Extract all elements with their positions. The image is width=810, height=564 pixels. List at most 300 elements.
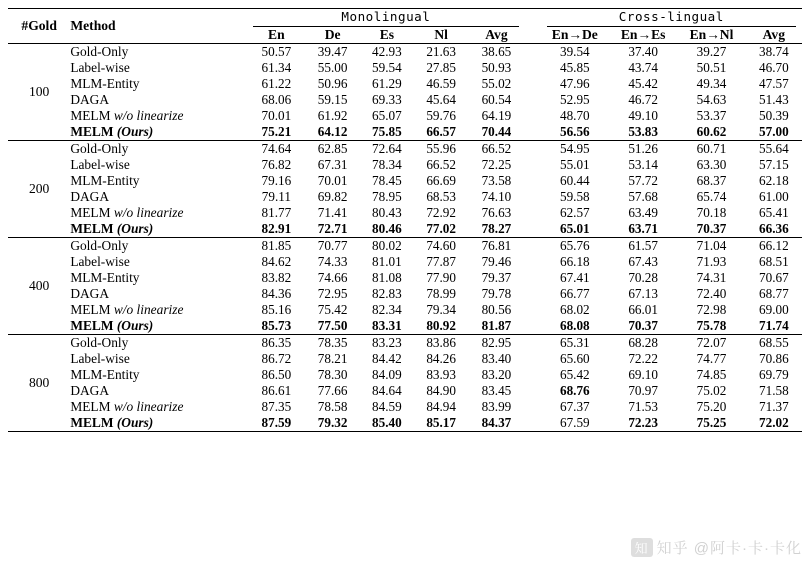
cell-mono-3: 77.87 xyxy=(426,254,456,269)
cell-cross-3: 57.00 xyxy=(759,124,789,139)
method-name-cell xyxy=(70,44,247,61)
cell-cross-3: 66.12 xyxy=(746,238,802,255)
cell-mono-3: 66.57 xyxy=(426,124,456,139)
cell-mono-0: 70.01 xyxy=(261,108,292,123)
cell-mono-0: 50.57 xyxy=(247,44,305,61)
method-name: Label-wise xyxy=(70,60,130,75)
table-row xyxy=(8,141,802,158)
row-spacer xyxy=(525,108,541,124)
cell-mono-4: 76.63 xyxy=(481,205,512,220)
cell-mono-2: 84.09 xyxy=(372,367,402,382)
table-row xyxy=(8,173,802,189)
cell-cross-2: 63.30 xyxy=(696,157,727,172)
cell-cross-2: 72.07 xyxy=(677,335,745,352)
method-name-cell xyxy=(70,286,247,302)
cell-mono-3: 79.34 xyxy=(426,302,456,317)
table-row xyxy=(8,76,802,92)
cell-mono-1: 69.82 xyxy=(317,189,348,204)
method-variant: w/o linearize xyxy=(113,108,184,123)
cell-cross-2: 72.98 xyxy=(696,302,727,317)
cell-mono-0: 86.72 xyxy=(261,351,292,366)
cell-mono-4: 81.87 xyxy=(481,318,512,333)
results-table xyxy=(8,8,802,432)
cell-mono-3: 45.64 xyxy=(426,92,456,107)
watermark-text: 知乎 @阿卡·卡·卡化 xyxy=(656,540,802,557)
cell-mono-0: 87.35 xyxy=(261,399,292,414)
cell-mono-2: 61.29 xyxy=(372,76,402,91)
cell-mono-3: 55.96 xyxy=(414,141,468,158)
cell-mono-2: 75.85 xyxy=(372,124,402,139)
cell-cross-0: 66.77 xyxy=(559,286,590,301)
row-spacer xyxy=(525,399,541,415)
cell-cross-1: 49.10 xyxy=(628,108,658,123)
cell-mono-4: 83.45 xyxy=(481,383,512,398)
cell-cross-3: 57.15 xyxy=(759,157,789,172)
row-spacer xyxy=(525,335,541,352)
cell-mono-4: 38.65 xyxy=(468,44,524,61)
cell-mono-4: 83.99 xyxy=(481,399,512,414)
cell-mono-1: 71.41 xyxy=(317,205,348,220)
cell-cross-1: 67.13 xyxy=(628,286,658,301)
row-spacer xyxy=(525,302,541,318)
cell-cross-0: 68.02 xyxy=(559,302,590,317)
cell-cross-2: 75.25 xyxy=(696,415,727,430)
cell-mono-3: 21.63 xyxy=(414,44,468,61)
row-spacer xyxy=(525,157,541,173)
table-row xyxy=(8,189,802,205)
cell-mono-4: 66.52 xyxy=(468,141,524,158)
cell-cross-1: 70.37 xyxy=(628,318,658,333)
cell-cross-2: 72.40 xyxy=(696,286,727,301)
table-row xyxy=(8,205,802,221)
cell-mono-4: 84.37 xyxy=(481,415,512,430)
method-name: DAGA xyxy=(70,286,109,301)
cell-mono-2: 80.46 xyxy=(372,221,402,236)
cell-cross-0: 59.58 xyxy=(559,189,590,204)
cell-cross-1: 45.42 xyxy=(628,76,658,91)
table-row xyxy=(8,270,802,286)
cell-cross-3: 46.70 xyxy=(759,60,789,75)
header-method: Method xyxy=(70,9,247,44)
cell-mono-3: 84.26 xyxy=(426,351,456,366)
cell-cross-3: 66.36 xyxy=(759,221,789,236)
watermark-logo: 知 xyxy=(631,538,653,557)
cell-mono-2: 81.01 xyxy=(372,254,402,269)
method-name: Gold-Only xyxy=(70,44,129,59)
method-variant: (Ours) xyxy=(116,415,154,430)
table-row xyxy=(8,383,802,399)
method-name: Gold-Only xyxy=(70,141,129,156)
cell-cross-0: 67.41 xyxy=(559,270,590,285)
cell-mono-0: 83.82 xyxy=(261,270,292,285)
cell-mono-2: 84.64 xyxy=(372,383,402,398)
header-group-monolingual xyxy=(247,9,524,28)
cell-cross-0: 54.95 xyxy=(541,141,609,158)
method-name-cell xyxy=(70,124,247,141)
cell-cross-3: 70.67 xyxy=(759,270,789,285)
cell-mono-1: 62.85 xyxy=(305,141,359,158)
method-name-cell xyxy=(70,351,247,367)
cell-cross-0: 68.76 xyxy=(559,383,590,398)
cell-cross-3: 55.64 xyxy=(746,141,802,158)
method-name: MELM xyxy=(70,415,117,430)
cell-mono-0: 85.73 xyxy=(261,318,292,333)
cell-mono-1: 64.12 xyxy=(317,124,348,139)
cell-mono-3: 59.76 xyxy=(426,108,456,123)
cell-cross-1: 70.97 xyxy=(628,383,658,398)
method-name-cell xyxy=(70,318,247,335)
method-name: Gold-Only xyxy=(70,335,129,350)
method-name-cell xyxy=(70,141,247,158)
cell-cross-3: 62.18 xyxy=(759,173,789,188)
cell-cross-0: 65.42 xyxy=(559,367,590,382)
cell-mono-0: 86.50 xyxy=(261,367,292,382)
cell-cross-0: 65.60 xyxy=(559,351,590,366)
cell-mono-1: 70.01 xyxy=(317,173,348,188)
cell-mono-4: 60.54 xyxy=(481,92,512,107)
method-name: MLM-Entity xyxy=(70,76,140,91)
table-row xyxy=(8,124,802,141)
row-spacer xyxy=(525,124,541,141)
table-row xyxy=(8,44,802,61)
method-name: MELM xyxy=(70,399,114,414)
cell-mono-4: 64.19 xyxy=(481,108,512,123)
method-variant: (Ours) xyxy=(116,124,154,139)
cell-mono-2: 82.34 xyxy=(372,302,402,317)
cell-mono-1: 77.66 xyxy=(317,383,348,398)
cell-cross-3: 68.55 xyxy=(746,335,802,352)
method-name-cell xyxy=(70,415,247,432)
cell-mono-1: 75.42 xyxy=(317,302,348,317)
cell-mono-4: 82.95 xyxy=(468,335,524,352)
cell-mono-2: 42.93 xyxy=(360,44,414,61)
method-variant: (Ours) xyxy=(116,221,154,236)
cell-cross-0: 52.95 xyxy=(559,92,590,107)
cell-cross-1: 61.57 xyxy=(609,238,677,255)
cell-cross-1: 46.72 xyxy=(628,92,658,107)
cell-cross-3: 71.74 xyxy=(759,318,789,333)
cell-mono-2: 81.08 xyxy=(372,270,402,285)
cell-mono-2: 59.54 xyxy=(372,60,402,75)
cell-mono-2: 82.83 xyxy=(372,286,402,301)
table-row xyxy=(8,286,802,302)
cell-cross-3: 50.39 xyxy=(759,108,789,123)
row-spacer xyxy=(525,189,541,205)
cell-mono-1: 79.32 xyxy=(317,415,348,430)
method-name-cell xyxy=(70,254,247,270)
cell-cross-0: 67.59 xyxy=(559,415,590,430)
cell-cross-3: 51.43 xyxy=(759,92,789,107)
cell-cross-2: 39.27 xyxy=(677,44,745,61)
cell-cross-0: 39.54 xyxy=(541,44,609,61)
cell-mono-4: 80.56 xyxy=(481,302,512,317)
cell-cross-1: 70.28 xyxy=(628,270,658,285)
cell-cross-3: 47.57 xyxy=(759,76,789,91)
cell-cross-2: 54.63 xyxy=(696,92,727,107)
table-row xyxy=(8,157,802,173)
cell-mono-0: 79.16 xyxy=(261,173,292,188)
table-row xyxy=(8,92,802,108)
method-name-cell xyxy=(70,399,247,415)
header-col-mono-3: Nl xyxy=(434,27,448,42)
cell-mono-1: 78.58 xyxy=(317,399,348,414)
cell-mono-0: 87.59 xyxy=(261,415,292,430)
table-row xyxy=(8,238,802,255)
cell-cross-1: 37.40 xyxy=(609,44,677,61)
cell-cross-3: 68.77 xyxy=(759,286,789,301)
header-col-mono-1: De xyxy=(324,27,341,42)
method-name-cell xyxy=(70,189,247,205)
method-name: MLM-Entity xyxy=(70,173,140,188)
cell-mono-4: 72.25 xyxy=(481,157,512,172)
cell-cross-3: 72.02 xyxy=(759,415,789,430)
gold-count-cell: 100 xyxy=(8,44,70,141)
cell-cross-0: 60.44 xyxy=(559,173,590,188)
gold-count-cell: 400 xyxy=(8,238,70,335)
row-spacer xyxy=(525,383,541,399)
cell-cross-0: 65.31 xyxy=(541,335,609,352)
header-col-cross-3: Avg xyxy=(762,27,786,42)
method-name-cell xyxy=(70,302,247,318)
cell-cross-0: 67.37 xyxy=(559,399,590,414)
cell-cross-3: 69.00 xyxy=(759,302,789,317)
header-spacer-2 xyxy=(525,27,541,44)
cell-cross-3: 61.00 xyxy=(759,189,789,204)
cell-cross-3: 38.74 xyxy=(746,44,802,61)
method-name-cell xyxy=(70,76,247,92)
cell-mono-1: 78.30 xyxy=(317,367,348,382)
cell-mono-3: 72.92 xyxy=(426,205,456,220)
cell-mono-2: 85.40 xyxy=(372,415,402,430)
row-spacer xyxy=(525,286,541,302)
cell-mono-2: 83.23 xyxy=(360,335,414,352)
method-name-cell xyxy=(70,367,247,383)
cell-mono-3: 77.02 xyxy=(426,221,456,236)
gold-count-cell: 800 xyxy=(8,335,70,432)
method-name: MLM-Entity xyxy=(70,367,140,382)
cell-cross-2: 68.37 xyxy=(696,173,727,188)
row-spacer xyxy=(525,44,541,61)
header-group-monolingual-label: Monolingual xyxy=(341,9,431,24)
cell-mono-0: 85.16 xyxy=(261,302,292,317)
cell-mono-0: 76.82 xyxy=(261,157,292,172)
cell-cross-3: 70.86 xyxy=(759,351,789,366)
row-spacer xyxy=(525,238,541,255)
header-spacer xyxy=(525,9,541,28)
cell-cross-1: 69.10 xyxy=(628,367,658,382)
cell-mono-0: 82.91 xyxy=(261,221,292,236)
cell-cross-1: 68.28 xyxy=(609,335,677,352)
method-name: DAGA xyxy=(70,383,109,398)
row-spacer xyxy=(525,92,541,108)
header-col-cross-2: En→Nl xyxy=(689,27,734,42)
row-spacer xyxy=(525,270,541,286)
cell-mono-1: 67.31 xyxy=(317,157,348,172)
cell-mono-2: 78.34 xyxy=(372,157,402,172)
cell-mono-2: 80.43 xyxy=(372,205,402,220)
cell-cross-2: 70.18 xyxy=(696,205,727,220)
table-row xyxy=(8,318,802,335)
row-spacer xyxy=(525,221,541,238)
cell-mono-4: 83.20 xyxy=(481,367,512,382)
cell-mono-4: 79.37 xyxy=(481,270,512,285)
cell-mono-3: 78.99 xyxy=(426,286,456,301)
cell-cross-1: 51.26 xyxy=(609,141,677,158)
method-name-cell xyxy=(70,205,247,221)
method-name-cell xyxy=(70,221,247,238)
cell-mono-0: 75.21 xyxy=(261,124,292,139)
cell-mono-2: 84.59 xyxy=(372,399,402,414)
cell-mono-0: 86.61 xyxy=(261,383,292,398)
method-name-cell xyxy=(70,60,247,76)
cell-cross-2: 75.02 xyxy=(696,383,727,398)
cell-cross-1: 57.72 xyxy=(628,173,658,188)
cell-cross-1: 72.22 xyxy=(628,351,658,366)
method-name: MELM xyxy=(70,318,117,333)
cell-mono-3: 66.52 xyxy=(426,157,456,172)
cell-mono-4: 83.40 xyxy=(481,351,512,366)
cell-cross-0: 45.85 xyxy=(559,60,590,75)
method-name-cell xyxy=(70,157,247,173)
method-name-cell xyxy=(70,270,247,286)
method-name-cell xyxy=(70,173,247,189)
method-name: Gold-Only xyxy=(70,238,129,253)
results-table-container xyxy=(8,8,802,432)
cell-mono-3: 74.60 xyxy=(414,238,468,255)
cell-mono-1: 74.33 xyxy=(317,254,348,269)
method-name: MELM xyxy=(70,205,114,220)
table-row xyxy=(8,415,802,432)
method-name-cell xyxy=(70,108,247,124)
cell-mono-1: 59.15 xyxy=(317,92,348,107)
cell-cross-2: 74.77 xyxy=(696,351,727,366)
cell-cross-3: 68.51 xyxy=(759,254,789,269)
cell-cross-0: 56.56 xyxy=(559,124,590,139)
cell-mono-1: 70.77 xyxy=(305,238,359,255)
method-name: MELM xyxy=(70,302,114,317)
cell-mono-3: 77.90 xyxy=(426,270,456,285)
row-spacer xyxy=(525,351,541,367)
cell-cross-1: 53.83 xyxy=(628,124,658,139)
method-name: MLM-Entity xyxy=(70,270,140,285)
header-gold: #Gold xyxy=(8,9,70,44)
cell-cross-2: 53.37 xyxy=(696,108,727,123)
method-name-cell xyxy=(70,238,247,255)
table-row xyxy=(8,221,802,238)
cell-mono-0: 61.34 xyxy=(261,60,292,75)
row-spacer xyxy=(525,205,541,221)
cell-cross-2: 75.78 xyxy=(696,318,727,333)
cell-cross-1: 63.49 xyxy=(628,205,658,220)
cell-mono-4: 79.78 xyxy=(481,286,512,301)
cell-mono-3: 84.90 xyxy=(426,383,456,398)
cell-cross-0: 48.70 xyxy=(559,108,590,123)
cell-cross-0: 55.01 xyxy=(559,157,590,172)
cell-cross-1: 53.14 xyxy=(628,157,658,172)
table-row xyxy=(8,351,802,367)
table-row xyxy=(8,367,802,383)
cell-mono-4: 73.58 xyxy=(481,173,512,188)
cell-mono-3: 85.17 xyxy=(426,415,456,430)
cell-mono-0: 84.36 xyxy=(261,286,292,301)
cell-mono-1: 61.92 xyxy=(317,108,348,123)
method-name: MELM xyxy=(70,108,114,123)
cell-cross-0: 66.18 xyxy=(559,254,590,269)
cell-mono-2: 72.64 xyxy=(360,141,414,158)
cell-cross-3: 69.79 xyxy=(759,367,789,382)
cell-mono-2: 69.33 xyxy=(372,92,402,107)
cell-cross-2: 71.04 xyxy=(677,238,745,255)
header-group-crosslingual-label: Cross-lingual xyxy=(618,9,724,24)
header-col-mono-0: En xyxy=(268,27,285,42)
method-name: DAGA xyxy=(70,92,109,107)
cell-mono-4: 78.27 xyxy=(481,221,512,236)
cell-mono-3: 80.92 xyxy=(426,318,456,333)
header-col-cross-0: En→De xyxy=(551,27,598,42)
header-col-mono-4: Avg xyxy=(485,27,508,42)
cell-mono-4: 55.02 xyxy=(481,76,512,91)
header-group-crosslingual xyxy=(541,9,802,28)
cell-mono-0: 74.64 xyxy=(247,141,305,158)
row-spacer xyxy=(525,415,541,432)
cell-mono-0: 81.77 xyxy=(261,205,292,220)
cell-mono-1: 39.47 xyxy=(305,44,359,61)
table-bottom-rule xyxy=(8,432,802,433)
method-name-cell xyxy=(70,335,247,352)
table-row xyxy=(8,254,802,270)
method-name: Label-wise xyxy=(70,351,130,366)
cell-mono-0: 61.22 xyxy=(261,76,292,91)
cell-mono-2: 83.31 xyxy=(372,318,402,333)
method-name-cell xyxy=(70,92,247,108)
cell-cross-2: 65.74 xyxy=(696,189,727,204)
cell-mono-3: 66.69 xyxy=(426,173,456,188)
cell-mono-0: 84.62 xyxy=(261,254,292,269)
method-name: Label-wise xyxy=(70,254,130,269)
cell-cross-1: 57.68 xyxy=(628,189,658,204)
row-spacer xyxy=(525,318,541,335)
watermark xyxy=(631,537,802,558)
cell-cross-1: 43.74 xyxy=(628,60,658,75)
results-table-body xyxy=(8,9,802,433)
cell-mono-1: 55.00 xyxy=(317,60,348,75)
cell-mono-2: 65.07 xyxy=(372,108,402,123)
cell-mono-0: 86.35 xyxy=(247,335,305,352)
cell-cross-1: 67.43 xyxy=(628,254,658,269)
cell-mono-4: 76.81 xyxy=(468,238,524,255)
method-name: Label-wise xyxy=(70,157,130,172)
cell-cross-3: 71.37 xyxy=(759,399,789,414)
gold-count-cell: 200 xyxy=(8,141,70,238)
method-variant: w/o linearize xyxy=(113,399,184,414)
cell-cross-0: 47.96 xyxy=(559,76,590,91)
header-col-mono-2: Es xyxy=(379,27,395,42)
cell-mono-2: 84.42 xyxy=(372,351,402,366)
cell-cross-3: 65.41 xyxy=(759,205,789,220)
cell-mono-2: 78.95 xyxy=(372,189,402,204)
cell-mono-4: 50.93 xyxy=(481,60,512,75)
cell-mono-4: 74.10 xyxy=(481,189,512,204)
row-spacer xyxy=(525,141,541,158)
cell-mono-3: 83.86 xyxy=(414,335,468,352)
cell-mono-1: 78.21 xyxy=(317,351,348,366)
cell-cross-3: 71.58 xyxy=(759,383,789,398)
row-spacer xyxy=(525,60,541,76)
cell-mono-0: 68.06 xyxy=(261,92,292,107)
cell-mono-1: 72.71 xyxy=(317,221,348,236)
cell-cross-1: 71.53 xyxy=(628,399,658,414)
table-row xyxy=(8,108,802,124)
